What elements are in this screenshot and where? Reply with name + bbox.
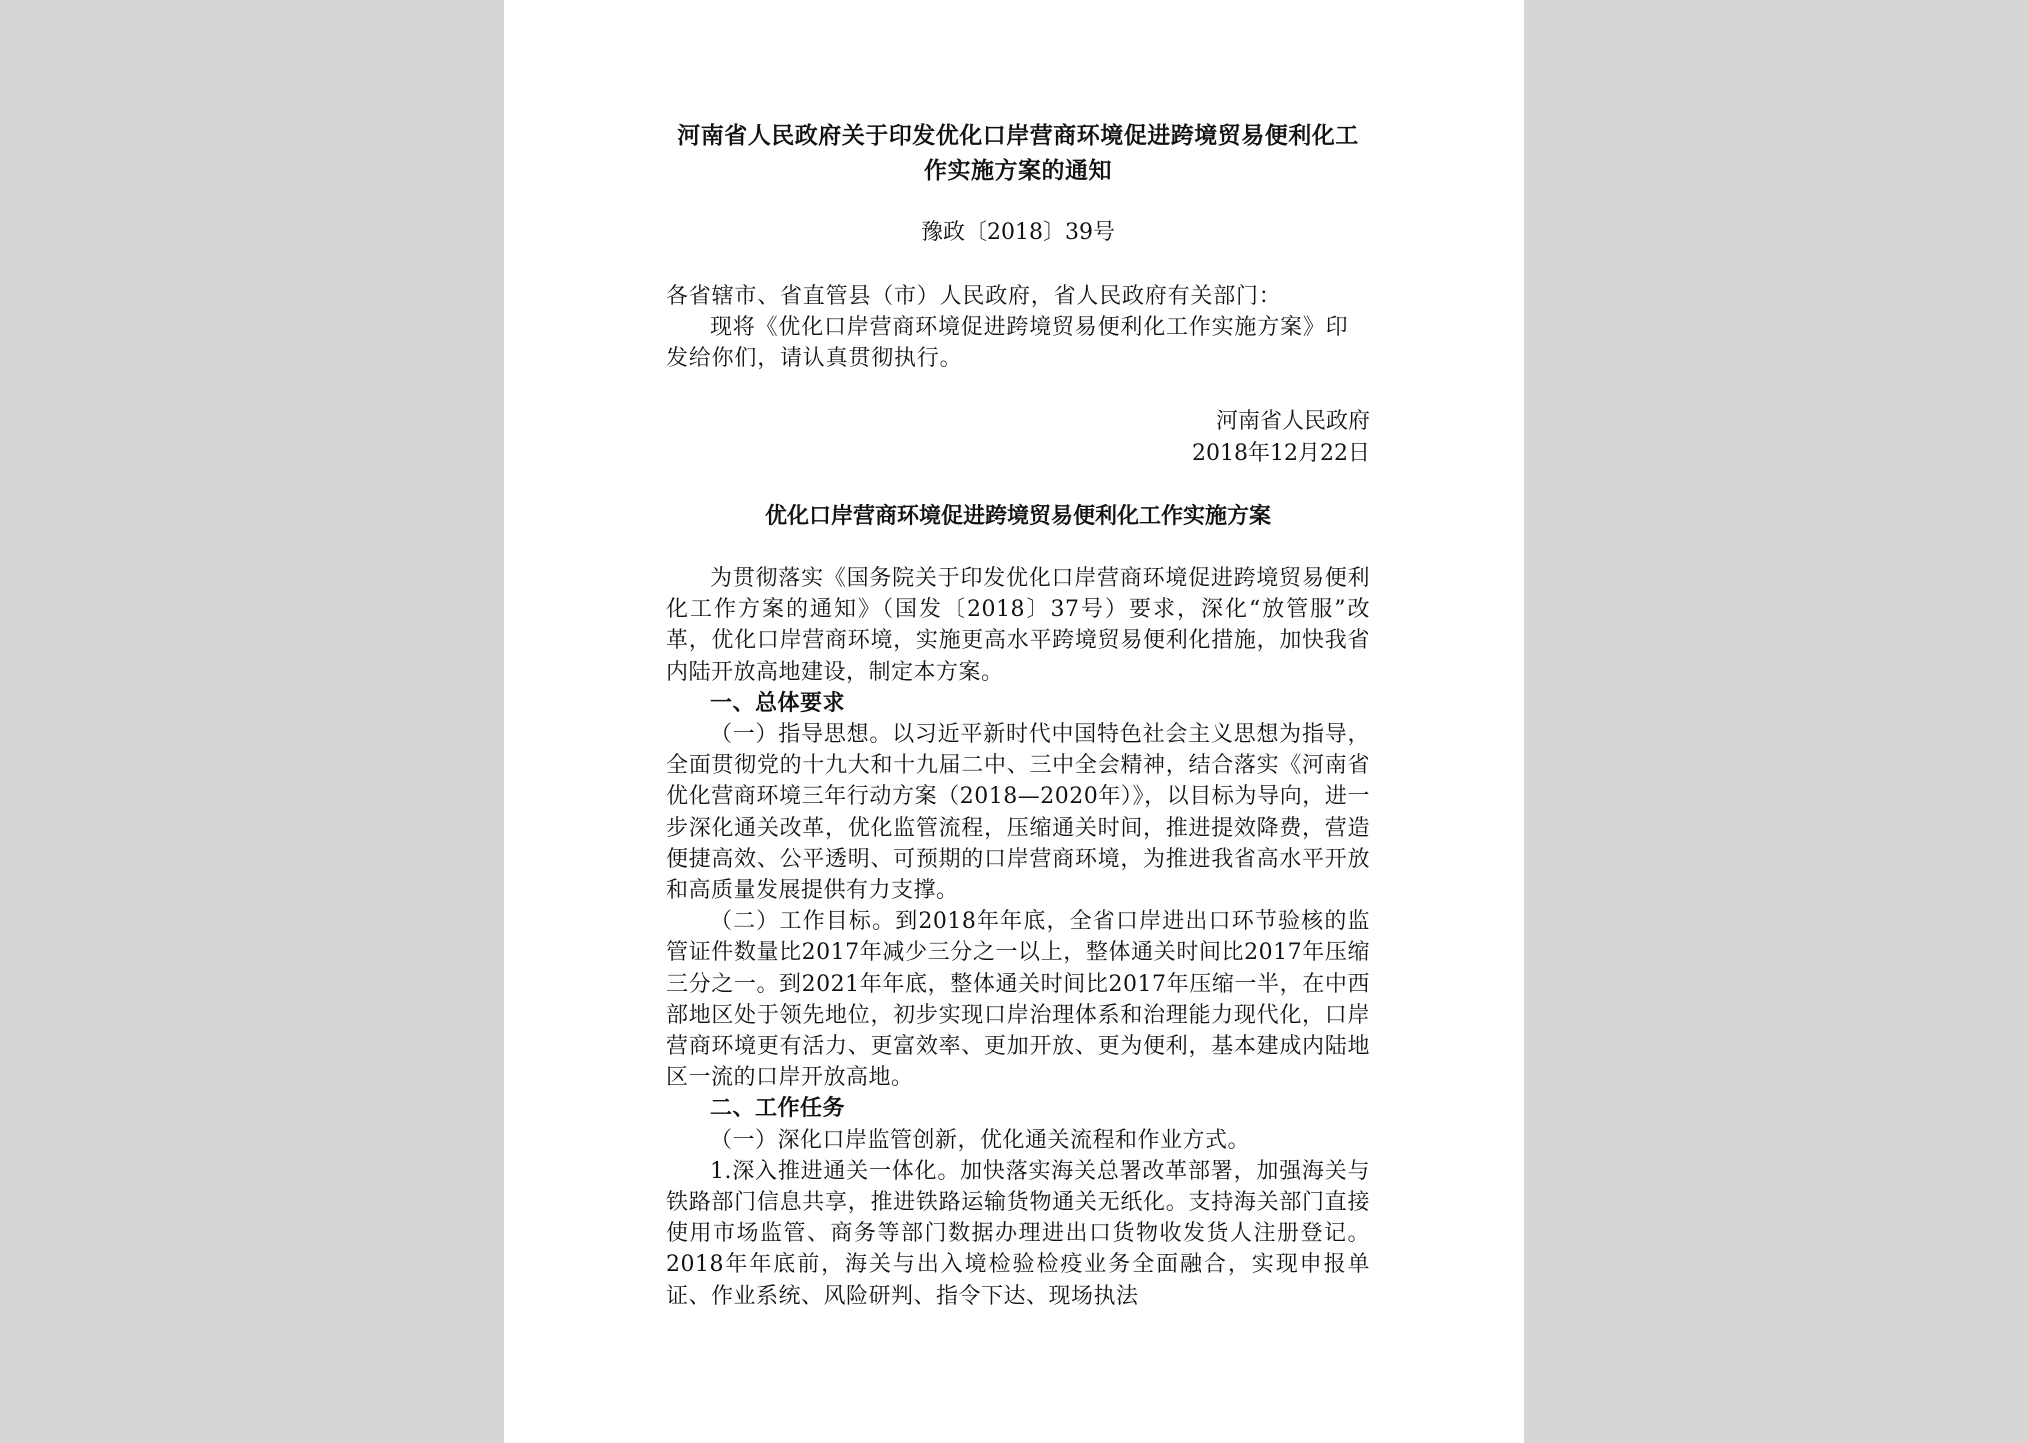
section-heading-general: 一、总体要求 bbox=[710, 689, 846, 716]
paragraph-task-1-1: 1.深入推进通关一体化。加快落实海关总署改革部署，加强海关与铁路部门信息共享，推进铁路运输货物通关无纸化。支持海关部门直接使用市场监管、商务等部门数据办理进出口货物收发货人注册登记。2018年年底前，海关与出入境检验检疫业务全面融合，实现申报单证、作业系统、风险研判、指令下达、现场执法 bbox=[666, 1158, 1370, 1309]
section-heading-tasks: 二、工作任务 bbox=[710, 1095, 846, 1122]
document-number: 豫政〔2018〕39号 bbox=[921, 220, 1115, 245]
plan-body bbox=[666, 563, 1370, 1312]
paragraph-preamble: 为贯彻落实《国务院关于印发优化口岸营商环境促进跨境贸易便利化工作方案的通知》（国发〔2018〕37号）要求，深化“放管服”改革，优化口岸营商环境，实施更高水平跨境贸易便利化措施，加快我省内陆开放高地建设，制定本方案。 bbox=[666, 566, 1370, 685]
issue-date: 2018年12月22日 bbox=[1192, 441, 1370, 466]
issuer: 河南省人民政府 bbox=[1215, 409, 1370, 434]
addressee: 各省辖市、省直管县（市）人民政府，省人民政府有关部门： bbox=[666, 284, 1282, 309]
paragraph-task-1: （一）深化口岸监管创新，优化通关流程和作业方式。 bbox=[710, 1127, 1251, 1153]
notice-body bbox=[666, 281, 1370, 374]
paragraph-guiding-ideology: （一）指导思想。以习近平新时代中国特色社会主义思想为指导，全面贯彻党的十九大和十九届二中、三中全会精神，结合落实《河南省优化营商环境三年行动方案（2018—2020年）》，以目标为导向，进一步深化通关改革，优化监管流程，压缩通关时间，推进提效降费，营造便捷高效、公平透明、可预期的口岸营商环境，为推进我省高水平开放和高质量发展提供有力支撑。 bbox=[666, 722, 1370, 904]
plan-title: 优化口岸营商环境促进跨境贸易便利化工作实施方案 bbox=[764, 503, 1271, 529]
signature-block bbox=[666, 406, 1370, 470]
document-page bbox=[504, 0, 1524, 1443]
paragraph-work-goals: （二）工作目标。到2018年年底，全省口岸进出口环节验核的监管证件数量比2017年减少三分之一以上，整体通关时间比2017年压缩三分之一。到2021年年底，整体通关时间比2017年压缩一半，在中西部地区处于领先地位，初步实现口岸治理体系和治理能力现代化，口岸营商环境更有活力、更富效率、更加开放、更为便利，基本建成内陆地区一流的口岸开放高地。 bbox=[666, 909, 1370, 1091]
document-title: 河南省人民政府关于印发优化口岸营商环境促进跨境贸易便利化工作实施方案的通知 bbox=[677, 122, 1359, 184]
intro-paragraph: 现将《优化口岸营商环境促进跨境贸易便利化工作实施方案》印发给你们，请认真贯彻执行。 bbox=[666, 315, 1349, 371]
